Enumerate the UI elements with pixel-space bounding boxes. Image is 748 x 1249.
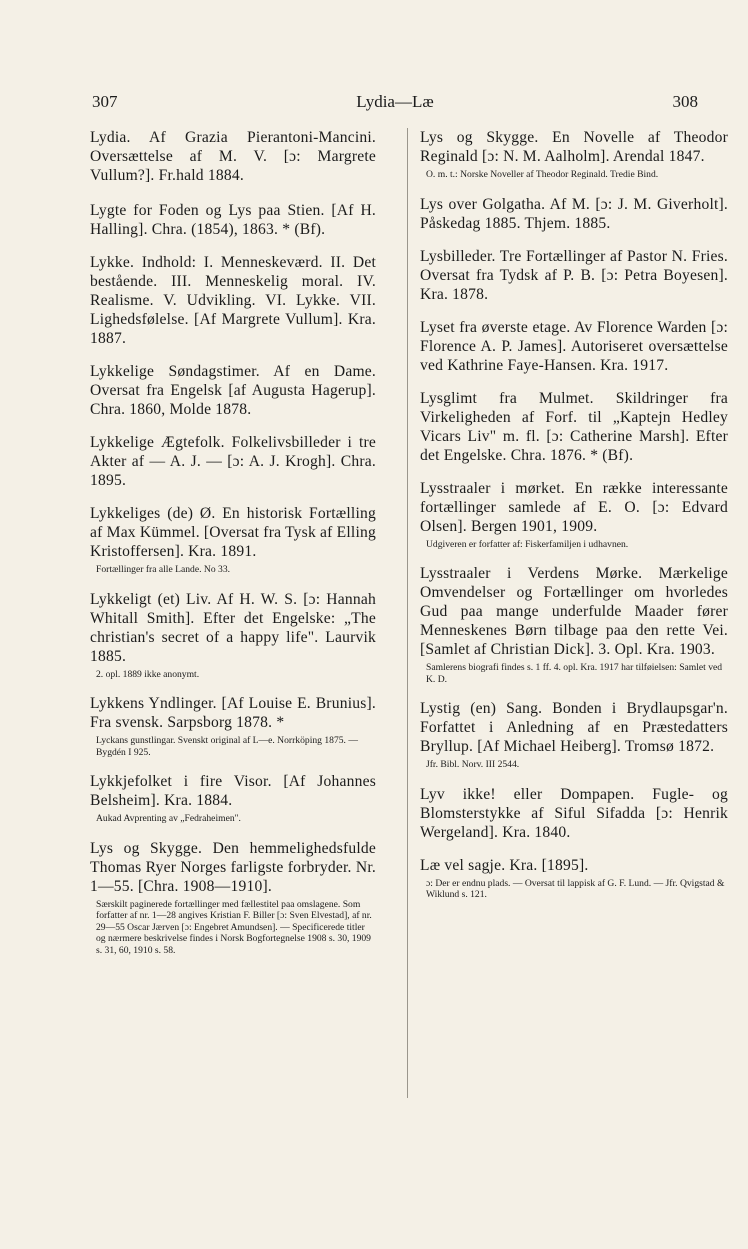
entry-note: Lyckans gunstlingar. Svenskt original af L—e. Norrköping 1875. — Bygdén I 925. bbox=[96, 735, 358, 758]
entry-text: Lysstraaler i mørket. En række interessante fortællinger samlede af E. O. [ɔ: Edvard Olsen]. Bergen 1901, 1909. bbox=[420, 479, 728, 535]
right-column bbox=[420, 128, 728, 915]
catalog-entry bbox=[420, 318, 728, 375]
catalog-entry bbox=[90, 128, 376, 185]
entry-note: Særskilt paginerede fortællinger med fællestitel paa omslagene. Som forfatter af nr. 1—28 angives Kristian F. Biller [ɔ: Sven Elvestad], af nr. 29—55 Oscar Jærven [ɔ: Engebret Amundsen]. — Specificerede titler og nærmere beskrivelse findes i Norsk Bogfortegnelse 1908 s. 30, 1909 s. 31, 60, 1910 s. 58. bbox=[96, 898, 372, 956]
entry-text: Lysbilleder. Tre Fortællinger af Pastor N. Fries. Oversat fra Tydsk af P. B. [ɔ: Petra Boyesen]. Kra. 1878. bbox=[420, 247, 728, 303]
catalog-entry bbox=[420, 479, 728, 551]
entry-note: ɔ: Der er endnu plads. — Oversat til lappisk af G. F. Lund. — Jfr. Qvigstad & Wiklund s. 121. bbox=[426, 877, 725, 900]
column-divider bbox=[407, 128, 408, 1098]
entry-text: Lykkelige Søndagstimer. Af en Dame. Oversat fra Engelsk [af Augusta Hagerup]. Chra. 1860, Molde 1878. bbox=[90, 363, 376, 418]
catalog-entry bbox=[420, 564, 728, 685]
entry-text: Lygte for Foden og Lys paa Stien. [Af H. Halling]. Chra. (1854), 1863. * (Bf). bbox=[90, 202, 376, 238]
entry-text: Lydia. Af Grazia Pierantoni-Mancini. Oversættelse af M. V. [ɔ: Margrete Vullum?]. Fr.hald 1884. bbox=[90, 129, 376, 184]
entry-text: Lykke. Indhold: I. Menneskeværd. II. Det bestående. III. Menneskelig moral. IV. Realisme. V. Udvikling. VI. Lykke. VII. Lighedsfølelse. [Af Margrete Vullum]. Kra. 1887. bbox=[90, 254, 376, 347]
entry-text: Lykkeligt (et) Liv. Af H. W. S. [ɔ: Hannah Whitall Smith]. Efter det Engelske: „The christian's secret of a happy life". Laurvik 1885. bbox=[90, 590, 376, 665]
running-title: Lydia—Læ bbox=[356, 92, 434, 111]
catalog-entry bbox=[90, 253, 376, 348]
catalog-entry bbox=[90, 590, 376, 681]
catalog-entry bbox=[90, 433, 376, 490]
entry-text: Lykkeliges (de) Ø. En historisk Fortælling af Max Kümmel. [Oversat fra Tysk af Elling Kristoffersen]. Kra. 1891. bbox=[90, 505, 376, 560]
entry-note: Aukad Avprenting av „Fedraheimen". bbox=[96, 813, 241, 824]
entry-text: Lykkjefolket i fire Visor. [Af Johannes Belsheim]. Kra. 1884. bbox=[90, 773, 376, 809]
catalog-entry bbox=[90, 694, 376, 758]
entry-text: Lyset fra øverste etage. Av Florence Warden [ɔ: Florence A. P. James]. Autoriseret oversættelse ved Kathrine Faye-Hansen. Kra. 1917. bbox=[420, 318, 728, 374]
entry-note: Fortællinger fra alle Lande. No 33. bbox=[96, 564, 231, 575]
catalog-entry bbox=[90, 772, 376, 825]
catalog-entry bbox=[90, 504, 376, 576]
page-header bbox=[92, 92, 698, 116]
entry-text: Lykkens Yndlinger. [Af Louise E. Brunius]. Fra svensk. Sarpsborg 1878. * bbox=[90, 695, 376, 731]
entry-note: O. m. t.: Norske Noveller af Theodor Reginald. Tredie Bind. bbox=[426, 169, 659, 180]
entry-note: Udgiveren er forfatter af: Fiskerfamiljen i udhavnen. bbox=[426, 538, 629, 550]
entry-text: Lys og Skygge. En Novelle af Theodor Reginald [ɔ: N. M. Aalholm]. Arendal 1847. bbox=[420, 129, 728, 165]
left-page-number: 307 bbox=[92, 92, 118, 111]
entry-text: Lysglimt fra Mulmet. Skildringer fra Virkeligheden af Forf. til „Kaptejn Hedley Vicars Liv" m. fl. [ɔ: Catherine Marsh]. Efter det Engelske. Chra. 1876. * (Bf). bbox=[420, 389, 728, 464]
entry-note: Samlerens biografi findes s. 1 ff. 4. opl. Kra. 1917 har tilføielsen: Samlet ved K. D. bbox=[426, 662, 723, 685]
catalog-entry bbox=[90, 362, 376, 419]
catalog-entry bbox=[420, 856, 728, 901]
catalog-entry bbox=[420, 247, 728, 304]
entry-text: Lykkelige Ægtefolk. Folkelivsbilleder i tre Akter af — A. J. — [ɔ: A. J. Krogh]. Chra. 1895. bbox=[90, 434, 376, 489]
entry-note: 2. opl. 1889 ikke anonymt. bbox=[96, 668, 200, 680]
entry-text: Læ vel sagje. Kra. [1895]. bbox=[420, 856, 589, 874]
catalog-entry bbox=[90, 201, 376, 239]
entry-text: Lystig (en) Sang. Bonden i Brydlaupsgar'n. Forfattet i Anledning af en Præstedatters Bryllup. [Af Michael Heiberg]. Tromsø 1872. bbox=[420, 700, 728, 755]
catalog-entry bbox=[90, 839, 376, 957]
right-page-number: 308 bbox=[672, 92, 698, 111]
catalog-entry bbox=[420, 389, 728, 465]
entry-text: Lys og Skygge. Den hemmelighedsfulde Thomas Ryer Norges farligste forbryder. Nr. 1—55. [Chra. 1908—1910]. bbox=[90, 839, 376, 895]
left-column bbox=[90, 128, 376, 970]
catalog-entry bbox=[420, 785, 728, 842]
catalog-entry bbox=[420, 699, 728, 771]
catalog-entry bbox=[420, 195, 728, 233]
catalog-entry bbox=[420, 128, 728, 181]
entry-text: Lys over Golgatha. Af M. [ɔ: J. M. Giverholt]. Påskedag 1885. Thjem. 1885. bbox=[420, 195, 728, 232]
entry-note: Jfr. Bibl. Norv. III 2544. bbox=[426, 759, 520, 770]
entry-text: Lyv ikke! eller Dompapen. Fugle- og Blomsterstykke af Siful Sifadda [ɔ: Henrik Wergeland]. Kra. 1840. bbox=[420, 785, 728, 841]
entry-text: Lysstraaler i Verdens Mørke. Mærkelige Omvendelser og Fortællinger om hvorledes Gud paa mange underfulde Maader fører Menneskenes Børn tilbage paa den rette Vei. [Samlet af Christian Dick]. 3. Opl. Kra. 1903. bbox=[420, 565, 728, 658]
